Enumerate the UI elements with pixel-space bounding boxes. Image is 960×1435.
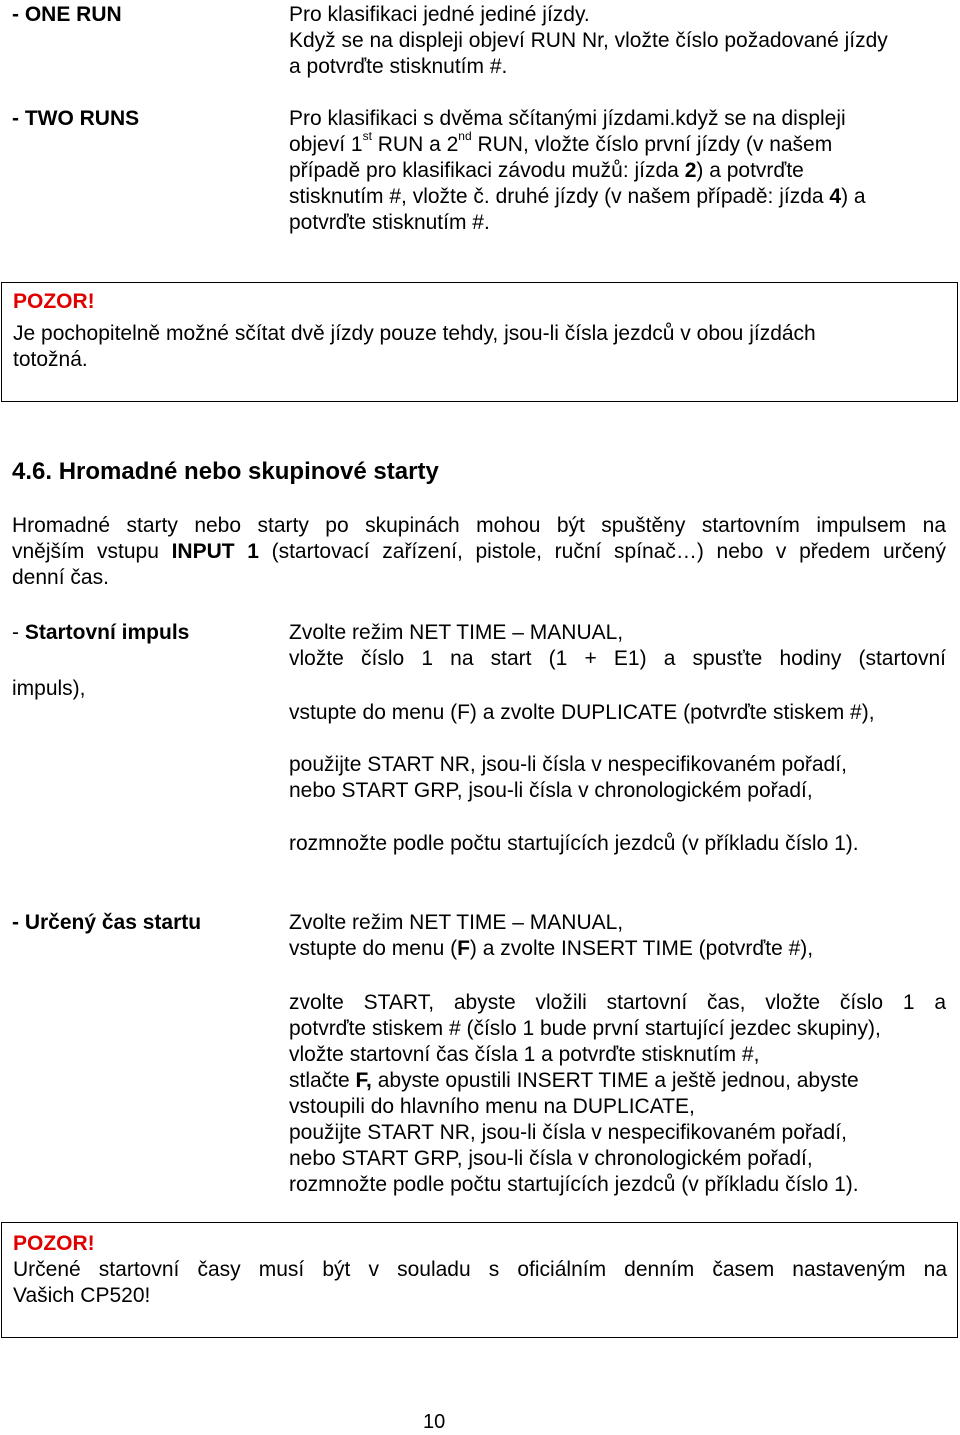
one-run-line-3: a potvrďte stisknutím #. xyxy=(289,55,508,78)
fixed-time-line-5: vložte startovní čas čísla 1 a potvrďte stisknutím #, xyxy=(289,1043,760,1066)
start-impulse-line-3: vstupte do menu (F) a zvolte DUPLICATE (potvrďte stiskem #), xyxy=(289,701,875,724)
fixed-time-line-2: vstupte do menu (F) a zvolte INSERT TIME (potvrďte #), xyxy=(289,937,814,960)
intro-line-1: Hromadné starty nebo starty po skupinách mohou být spuštěny startovním impulsem na xyxy=(12,514,946,537)
start-impulse-line-2: vložte číslo 1 na start (1 + E1) a spusťte hodiny (startovní xyxy=(289,647,946,670)
start-impulse-label-line-2: impuls), xyxy=(12,677,86,700)
start-impulse-line-5: nebo START GRP, jsou-li čísla v chronologickém pořadí, xyxy=(289,779,813,802)
warning-2-title: POZOR! xyxy=(13,1232,95,1255)
page-number: 10 xyxy=(423,1411,446,1433)
warning-box-2 xyxy=(1,1222,958,1338)
warning-1-line-1: Je pochopitelně možné sčítat dvě jízdy pouze tehdy, jsou-li čísla jezdců v obou jízdách xyxy=(13,322,816,345)
fixed-time-line-10: rozmnožte podle počtu startujících jezdců (v příkladu číslo 1). xyxy=(289,1173,859,1196)
fixed-time-line-4: potvrďte stiskem # (číslo 1 bude první startující jezdec skupiny), xyxy=(289,1017,881,1040)
fixed-time-line-6: stlačte F, abyste opustili INSERT TIME a ještě jednou, abyste xyxy=(289,1069,859,1092)
start-impulse-line-4: použijte START NR, jsou-li čísla v nespecifikovaném pořadí, xyxy=(289,753,847,776)
fixed-time-line-9: nebo START GRP, jsou-li čísla v chronologickém pořadí, xyxy=(289,1147,813,1170)
warning-2-line-2: Vašich CP520! xyxy=(13,1284,151,1307)
warning-2-line-1: Určené startovní časy musí být v souladu s oficiálním denním časem nastaveným na xyxy=(13,1258,947,1281)
warning-box-1 xyxy=(1,282,958,402)
start-impulse-line-6: rozmnožte podle počtu startujících jezdců (v příkladu číslo 1). xyxy=(289,832,859,855)
two-runs-label: - TWO RUNS xyxy=(12,107,140,130)
two-runs-line-1: Pro klasifikaci s dvěma sčítanými jízdami.když se na displeji xyxy=(289,107,846,130)
two-runs-line-3: případě pro klasifikaci závodu mužů: jízda 2) a potvrďte xyxy=(289,159,804,182)
one-run-label: - ONE RUN xyxy=(12,3,122,26)
two-runs-line-4: stisknutím #, vložte č. druhé jízdy (v našem případě: jízda 4) a xyxy=(289,185,866,208)
fixed-time-label: - Určený čas startu xyxy=(12,911,202,934)
section-heading: 4.6. Hromadné nebo skupinové starty xyxy=(12,458,439,485)
start-impulse-line-1: Zvolte režim NET TIME – MANUAL, xyxy=(289,621,624,644)
warning-1-line-2: totožná. xyxy=(13,348,88,371)
fixed-time-line-7: vstoupili do hlavního menu na DUPLICATE, xyxy=(289,1095,695,1118)
two-runs-line-5: potvrďte stisknutím #. xyxy=(289,211,490,234)
two-runs-line-2: objeví 1st RUN a 2nd RUN, vložte číslo první jízdy (v našem xyxy=(289,129,833,156)
fixed-time-line-1: Zvolte režim NET TIME – MANUAL, xyxy=(289,911,624,934)
fixed-time-line-8: použijte START NR, jsou-li čísla v nespecifikovaném pořadí, xyxy=(289,1121,847,1144)
intro-line-3: denní čas. xyxy=(12,566,109,589)
fixed-time-line-3: zvolte START, abyste vložili startovní čas, vložte číslo 1 a xyxy=(289,991,946,1014)
intro-line-2: vnějším vstupu INPUT 1 (startovací zařízení, pistole, ruční spínač…) nebo v předem určený xyxy=(12,540,946,563)
one-run-line-2: Když se na displeji objeví RUN Nr, vložte číslo požadované jízdy xyxy=(289,29,888,52)
start-impulse-label: - Startovní impuls xyxy=(12,621,190,644)
warning-1-title: POZOR! xyxy=(13,290,95,313)
one-run-line-1: Pro klasifikaci jedné jediné jízdy. xyxy=(289,3,590,26)
